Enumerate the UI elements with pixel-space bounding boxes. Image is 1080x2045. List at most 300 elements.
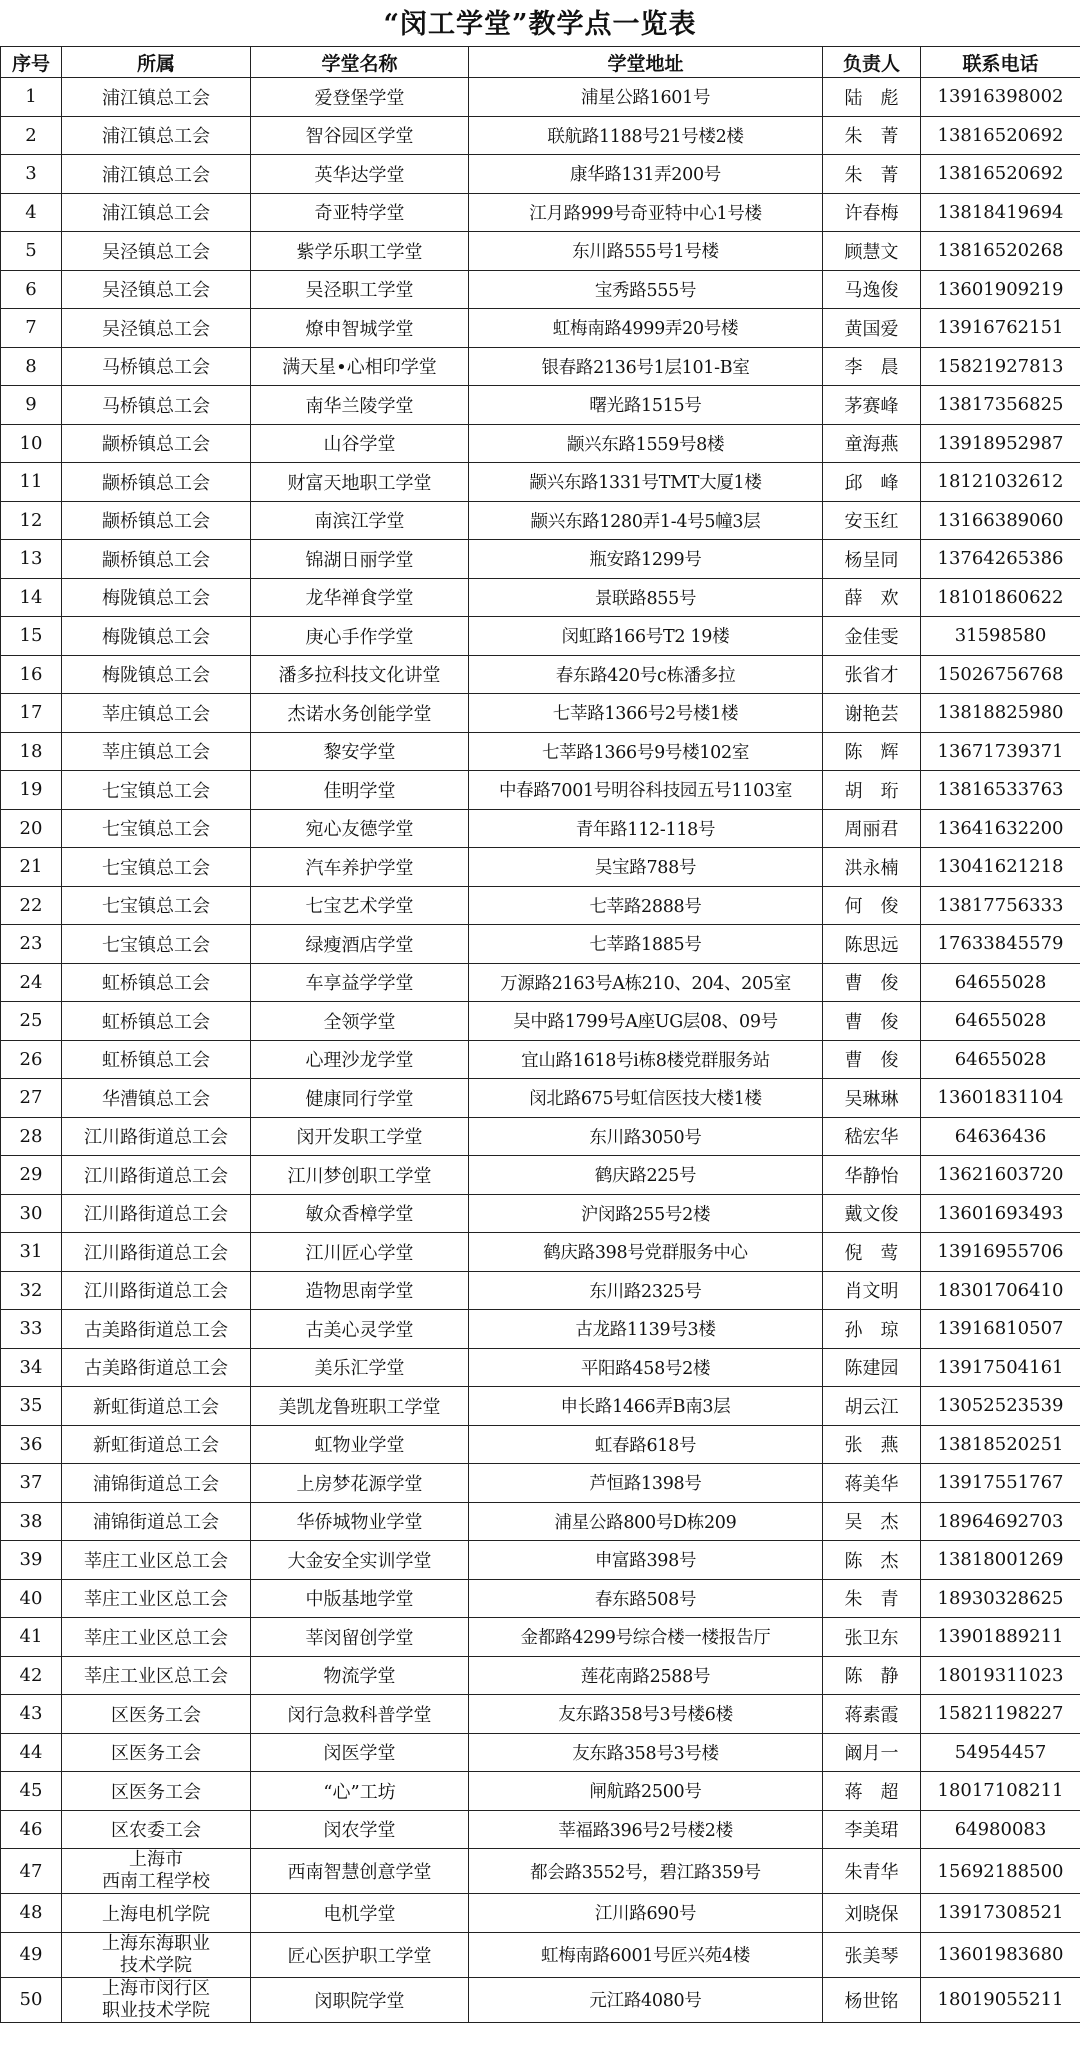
cell-phone: 15026756768	[921, 655, 1080, 694]
cell-school-name: 绿瘦酒店学堂	[251, 925, 469, 964]
cell-affiliation: 莘庄工业区总工会	[62, 1579, 251, 1618]
cell-phone: 13817756333	[921, 886, 1080, 925]
cell-address: 古龙路1139号3楼	[469, 1310, 823, 1349]
cell-contact-person: 陈思远	[823, 925, 921, 964]
cell-address: 鹤庆路225号	[469, 1156, 823, 1195]
cell-contact-person: 张省才	[823, 655, 921, 694]
cell-affiliation: 华漕镇总工会	[62, 1079, 251, 1118]
cell-phone: 13816520268	[921, 232, 1080, 271]
cell-contact-person: 华静怡	[823, 1156, 921, 1195]
cell-affiliation: 马桥镇总工会	[62, 347, 251, 386]
cell-contact-person: 童海燕	[823, 424, 921, 463]
teaching-sites-table	[0, 46, 1080, 2023]
cell-address: 中春路7001号明谷科技园五号1103室	[469, 771, 823, 810]
cell-affiliation: 梅陇镇总工会	[62, 617, 251, 656]
table-row	[1, 1810, 1080, 1849]
table-row	[1, 347, 1080, 386]
cell-address: 申富路398号	[469, 1541, 823, 1580]
cell-affiliation: 上海市 西南工程学校	[62, 1849, 251, 1894]
cell-phone: 13601983680	[921, 1932, 1080, 1977]
cell-contact-person: 朱青华	[823, 1849, 921, 1894]
cell-contact-person: 张美琴	[823, 1932, 921, 1977]
cell-school-name: 江川梦创职工学堂	[251, 1156, 469, 1195]
cell-contact-person: 邱 峰	[823, 463, 921, 502]
cell-index: 1	[1, 78, 62, 117]
cell-contact-person: 戴文俊	[823, 1194, 921, 1233]
cell-contact-person: 洪永楠	[823, 848, 921, 887]
cell-address: 颛兴东路1559号8楼	[469, 424, 823, 463]
cell-affiliation: 区医务工会	[62, 1695, 251, 1734]
table-row	[1, 886, 1080, 925]
cell-phone: 17633845579	[921, 925, 1080, 964]
cell-phone: 13901889211	[921, 1618, 1080, 1657]
cell-phone: 13818520251	[921, 1425, 1080, 1464]
cell-address: 元江路4080号	[469, 1977, 823, 2022]
cell-address: 瓶安路1299号	[469, 540, 823, 579]
cell-index: 38	[1, 1502, 62, 1541]
cell-contact-person: 蒋 超	[823, 1772, 921, 1811]
cell-phone: 64655028	[921, 1002, 1080, 1041]
cell-index: 25	[1, 1002, 62, 1041]
cell-phone: 13816533763	[921, 771, 1080, 810]
cell-affiliation: 虹桥镇总工会	[62, 1002, 251, 1041]
cell-school-name: 英华达学堂	[251, 155, 469, 194]
cell-affiliation: 虹桥镇总工会	[62, 1040, 251, 1079]
cell-contact-person: 陈 杰	[823, 1541, 921, 1580]
cell-contact-person: 马逸俊	[823, 270, 921, 309]
cell-contact-person: 孙 琼	[823, 1310, 921, 1349]
table-row	[1, 771, 1080, 810]
cell-affiliation: 颛桥镇总工会	[62, 424, 251, 463]
cell-phone: 13671739371	[921, 732, 1080, 771]
page-title: “闵工学堂”教学点一览表	[383, 9, 697, 40]
cell-address: 吴中路1799号A座UG层08、09号	[469, 1002, 823, 1041]
cell-school-name: 紫学乐职工学堂	[251, 232, 469, 271]
cell-school-name: 莘闵留创学堂	[251, 1618, 469, 1657]
cell-address: 宜山路1618号i栋8楼党群服务站	[469, 1040, 823, 1079]
cell-school-name: 车享益学学堂	[251, 963, 469, 1002]
cell-phone: 18101860622	[921, 578, 1080, 617]
cell-index: 21	[1, 848, 62, 887]
cell-index: 20	[1, 809, 62, 848]
cell-affiliation: 浦江镇总工会	[62, 155, 251, 194]
cell-affiliation: 莘庄工业区总工会	[62, 1618, 251, 1657]
cell-phone: 13917551767	[921, 1464, 1080, 1503]
cell-address: 吴宝路788号	[469, 848, 823, 887]
cell-phone: 13816520692	[921, 116, 1080, 155]
cell-index: 39	[1, 1541, 62, 1580]
cell-address: 东川路2325号	[469, 1271, 823, 1310]
cell-address: 七莘路2888号	[469, 886, 823, 925]
cell-address: 万源路2163号A栋210、204、205室	[469, 963, 823, 1002]
cell-affiliation: 七宝镇总工会	[62, 925, 251, 964]
cell-affiliation: 江川路街道总工会	[62, 1117, 251, 1156]
cell-address: 虹梅南路6001号匠兴苑4楼	[469, 1932, 823, 1977]
table-row	[1, 116, 1080, 155]
cell-address: 联航路1188号21号楼2楼	[469, 116, 823, 155]
header-affiliation: 所属	[62, 47, 251, 78]
cell-index: 15	[1, 617, 62, 656]
cell-school-name: 健康同行学堂	[251, 1079, 469, 1118]
cell-contact-person: 张 燕	[823, 1425, 921, 1464]
cell-affiliation: 七宝镇总工会	[62, 771, 251, 810]
cell-contact-person: 朱 青	[823, 1579, 921, 1618]
cell-address: 景联路855号	[469, 578, 823, 617]
cell-address: 七莘路1885号	[469, 925, 823, 964]
cell-phone: 64980083	[921, 1810, 1080, 1849]
table-row	[1, 963, 1080, 1002]
cell-affiliation: 区医务工会	[62, 1772, 251, 1811]
cell-affiliation: 新虹街道总工会	[62, 1425, 251, 1464]
cell-contact-person: 杨呈同	[823, 540, 921, 579]
cell-phone: 13601909219	[921, 270, 1080, 309]
cell-affiliation: 吴泾镇总工会	[62, 270, 251, 309]
cell-school-name: 华侨城物业学堂	[251, 1502, 469, 1541]
table-row	[1, 1849, 1080, 1894]
cell-address: 江川路690号	[469, 1894, 823, 1933]
table-row	[1, 1579, 1080, 1618]
cell-school-name: “心”工坊	[251, 1772, 469, 1811]
table-row	[1, 1310, 1080, 1349]
cell-school-name: 造物思南学堂	[251, 1271, 469, 1310]
cell-affiliation: 颛桥镇总工会	[62, 463, 251, 502]
header-phone: 联系电话	[921, 47, 1080, 78]
cell-phone: 13166389060	[921, 501, 1080, 540]
cell-index: 48	[1, 1894, 62, 1933]
cell-school-name: 满天星•心相印学堂	[251, 347, 469, 386]
cell-contact-person: 朱 菁	[823, 155, 921, 194]
cell-contact-person: 顾慧文	[823, 232, 921, 271]
cell-affiliation: 上海电机学院	[62, 1894, 251, 1933]
table-row	[1, 1977, 1080, 2022]
cell-address: 平阳路458号2楼	[469, 1348, 823, 1387]
cell-address: 沪闵路255号2楼	[469, 1194, 823, 1233]
cell-affiliation: 浦江镇总工会	[62, 78, 251, 117]
table-row	[1, 1079, 1080, 1118]
table-row	[1, 1656, 1080, 1695]
table-row	[1, 809, 1080, 848]
table-row	[1, 1932, 1080, 1977]
cell-phone: 13621603720	[921, 1156, 1080, 1195]
header-contact-person: 负责人	[823, 47, 921, 78]
table-row	[1, 501, 1080, 540]
cell-phone: 13916398002	[921, 78, 1080, 117]
table-row	[1, 1271, 1080, 1310]
cell-contact-person: 张卫东	[823, 1618, 921, 1657]
table-row	[1, 1541, 1080, 1580]
cell-address: 申长路1466弄B南3层	[469, 1387, 823, 1426]
cell-index: 18	[1, 732, 62, 771]
cell-affiliation: 区医务工会	[62, 1733, 251, 1772]
cell-contact-person: 黄国爱	[823, 309, 921, 348]
cell-phone: 13641632200	[921, 809, 1080, 848]
cell-index: 26	[1, 1040, 62, 1079]
cell-index: 47	[1, 1849, 62, 1894]
cell-index: 36	[1, 1425, 62, 1464]
cell-school-name: 上房梦花源学堂	[251, 1464, 469, 1503]
cell-school-name: 燎申智城学堂	[251, 309, 469, 348]
cell-school-name: 闵行急救科普学堂	[251, 1695, 469, 1734]
cell-school-name: 电机学堂	[251, 1894, 469, 1933]
cell-school-name: 闵医学堂	[251, 1733, 469, 1772]
cell-address: 浦星公路800号D栋209	[469, 1502, 823, 1541]
cell-school-name: 古美心灵学堂	[251, 1310, 469, 1349]
header-address: 学堂地址	[469, 47, 823, 78]
cell-phone: 13917308521	[921, 1894, 1080, 1933]
cell-contact-person: 胡云江	[823, 1387, 921, 1426]
cell-contact-person: 薛 欢	[823, 578, 921, 617]
cell-index: 3	[1, 155, 62, 194]
table-row	[1, 1387, 1080, 1426]
cell-contact-person: 金佳雯	[823, 617, 921, 656]
cell-contact-person: 嵇宏华	[823, 1117, 921, 1156]
header-index: 序号	[1, 47, 62, 78]
cell-index: 41	[1, 1618, 62, 1657]
cell-index: 37	[1, 1464, 62, 1503]
cell-phone: 15692188500	[921, 1849, 1080, 1894]
cell-address: 闸航路2500号	[469, 1772, 823, 1811]
table-row	[1, 155, 1080, 194]
cell-contact-person: 何 俊	[823, 886, 921, 925]
cell-affiliation: 江川路街道总工会	[62, 1271, 251, 1310]
cell-phone: 13818419694	[921, 193, 1080, 232]
cell-contact-person: 朱 菁	[823, 116, 921, 155]
cell-phone: 64636436	[921, 1117, 1080, 1156]
cell-affiliation: 新虹街道总工会	[62, 1387, 251, 1426]
cell-index: 16	[1, 655, 62, 694]
cell-affiliation: 颛桥镇总工会	[62, 540, 251, 579]
table-row	[1, 1425, 1080, 1464]
cell-contact-person: 陈 辉	[823, 732, 921, 771]
cell-school-name: 闵开发职工学堂	[251, 1117, 469, 1156]
cell-address: 东川路555号1号楼	[469, 232, 823, 271]
cell-contact-person: 谢艳芸	[823, 694, 921, 733]
cell-index: 17	[1, 694, 62, 733]
table-row	[1, 193, 1080, 232]
cell-school-name: 美乐汇学堂	[251, 1348, 469, 1387]
table-row	[1, 232, 1080, 271]
cell-address: 银春路2136号1层101-B室	[469, 347, 823, 386]
cell-index: 40	[1, 1579, 62, 1618]
cell-phone: 15821927813	[921, 347, 1080, 386]
cell-address: 友东路358号3号楼6楼	[469, 1695, 823, 1734]
cell-index: 45	[1, 1772, 62, 1811]
cell-affiliation: 七宝镇总工会	[62, 848, 251, 887]
cell-index: 14	[1, 578, 62, 617]
cell-address: 康华路131弄200号	[469, 155, 823, 194]
table-row	[1, 540, 1080, 579]
cell-affiliation: 上海东海职业 技术学院	[62, 1932, 251, 1977]
cell-index: 4	[1, 193, 62, 232]
cell-index: 27	[1, 1079, 62, 1118]
cell-contact-person: 曹 俊	[823, 1002, 921, 1041]
cell-school-name: 龙华禅食学堂	[251, 578, 469, 617]
cell-index: 46	[1, 1810, 62, 1849]
table-row	[1, 309, 1080, 348]
cell-index: 9	[1, 386, 62, 425]
cell-school-name: 闵农学堂	[251, 1810, 469, 1849]
cell-phone: 64655028	[921, 1040, 1080, 1079]
cell-address: 春东路420号c栋潘多拉	[469, 655, 823, 694]
cell-contact-person: 曹 俊	[823, 1040, 921, 1079]
table-row	[1, 1618, 1080, 1657]
table-row	[1, 1117, 1080, 1156]
cell-school-name: 闵职院学堂	[251, 1977, 469, 2022]
cell-index: 32	[1, 1271, 62, 1310]
cell-index: 22	[1, 886, 62, 925]
cell-phone: 13601831104	[921, 1079, 1080, 1118]
cell-phone: 13916762151	[921, 309, 1080, 348]
table-body	[1, 78, 1080, 2023]
cell-school-name: 美凯龙鲁班职工学堂	[251, 1387, 469, 1426]
cell-affiliation: 梅陇镇总工会	[62, 578, 251, 617]
cell-address: 闵北路675号虹信医技大楼1楼	[469, 1079, 823, 1118]
table-row	[1, 925, 1080, 964]
cell-phone: 13916810507	[921, 1310, 1080, 1349]
cell-affiliation: 七宝镇总工会	[62, 886, 251, 925]
cell-index: 7	[1, 309, 62, 348]
cell-affiliation: 浦锦街道总工会	[62, 1502, 251, 1541]
table-row	[1, 1040, 1080, 1079]
cell-affiliation: 莘庄镇总工会	[62, 732, 251, 771]
cell-phone: 18930328625	[921, 1579, 1080, 1618]
cell-address: 都会路3552号，碧江路359号	[469, 1849, 823, 1894]
cell-index: 2	[1, 116, 62, 155]
cell-index: 8	[1, 347, 62, 386]
table-header-row	[1, 47, 1080, 78]
cell-contact-person: 陈 静	[823, 1656, 921, 1695]
cell-school-name: 智谷园区学堂	[251, 116, 469, 155]
cell-address: 七莘路1366号9号楼102室	[469, 732, 823, 771]
cell-address: 宝秀路555号	[469, 270, 823, 309]
cell-address: 春东路508号	[469, 1579, 823, 1618]
cell-affiliation: 江川路街道总工会	[62, 1156, 251, 1195]
cell-school-name: 全领学堂	[251, 1002, 469, 1041]
cell-school-name: 心理沙龙学堂	[251, 1040, 469, 1079]
cell-school-name: 爱登堡学堂	[251, 78, 469, 117]
cell-index: 43	[1, 1695, 62, 1734]
cell-phone: 13817356825	[921, 386, 1080, 425]
cell-school-name: 宛心友德学堂	[251, 809, 469, 848]
cell-index: 30	[1, 1194, 62, 1233]
table-row	[1, 694, 1080, 733]
cell-phone: 18019311023	[921, 1656, 1080, 1695]
cell-contact-person: 陈建园	[823, 1348, 921, 1387]
table-row	[1, 1348, 1080, 1387]
cell-phone: 18019055211	[921, 1977, 1080, 2022]
cell-school-name: 敏众香樟学堂	[251, 1194, 469, 1233]
cell-index: 11	[1, 463, 62, 502]
cell-address: 颛兴东路1280弄1-4号5幢3层	[469, 501, 823, 540]
cell-address: 鹤庆路398号党群服务中心	[469, 1233, 823, 1272]
table-row	[1, 1464, 1080, 1503]
cell-school-name: 南滨江学堂	[251, 501, 469, 540]
cell-index: 29	[1, 1156, 62, 1195]
cell-contact-person: 杨世铭	[823, 1977, 921, 2022]
cell-address: 金都路4299号综合楼一楼报告厅	[469, 1618, 823, 1657]
cell-contact-person: 安玉红	[823, 501, 921, 540]
cell-contact-person: 吴琳琳	[823, 1079, 921, 1118]
cell-school-name: 西南智慧创意学堂	[251, 1849, 469, 1894]
cell-contact-person: 蒋美华	[823, 1464, 921, 1503]
cell-index: 6	[1, 270, 62, 309]
header-school-name: 学堂名称	[251, 47, 469, 78]
table-row	[1, 424, 1080, 463]
cell-contact-person: 周丽君	[823, 809, 921, 848]
cell-affiliation: 莘庄工业区总工会	[62, 1656, 251, 1695]
table-row	[1, 1156, 1080, 1195]
table-row	[1, 1233, 1080, 1272]
table-row	[1, 1194, 1080, 1233]
cell-index: 28	[1, 1117, 62, 1156]
table-row	[1, 1695, 1080, 1734]
cell-phone: 18121032612	[921, 463, 1080, 502]
cell-phone: 13818825980	[921, 694, 1080, 733]
cell-phone: 13601693493	[921, 1194, 1080, 1233]
cell-school-name: 虹物业学堂	[251, 1425, 469, 1464]
cell-index: 10	[1, 424, 62, 463]
cell-phone: 64655028	[921, 963, 1080, 1002]
table-row	[1, 732, 1080, 771]
cell-address: 青年路112-118号	[469, 809, 823, 848]
cell-contact-person: 陆 彪	[823, 78, 921, 117]
cell-school-name: 佳明学堂	[251, 771, 469, 810]
cell-affiliation: 七宝镇总工会	[62, 809, 251, 848]
cell-affiliation: 马桥镇总工会	[62, 386, 251, 425]
cell-school-name: 奇亚特学堂	[251, 193, 469, 232]
cell-affiliation: 古美路街道总工会	[62, 1310, 251, 1349]
cell-address: 芦恒路1398号	[469, 1464, 823, 1503]
cell-school-name: 物流学堂	[251, 1656, 469, 1695]
cell-affiliation: 浦锦街道总工会	[62, 1464, 251, 1503]
cell-index: 33	[1, 1310, 62, 1349]
cell-phone: 13818001269	[921, 1541, 1080, 1580]
table-row	[1, 1502, 1080, 1541]
cell-index: 23	[1, 925, 62, 964]
cell-phone: 18964692703	[921, 1502, 1080, 1541]
cell-school-name: 潘多拉科技文化讲堂	[251, 655, 469, 694]
cell-affiliation: 梅陇镇总工会	[62, 655, 251, 694]
cell-contact-person: 肖文明	[823, 1271, 921, 1310]
table-row	[1, 1772, 1080, 1811]
cell-school-name: 庚心手作学堂	[251, 617, 469, 656]
cell-affiliation: 古美路街道总工会	[62, 1348, 251, 1387]
table-row	[1, 386, 1080, 425]
cell-address: 颛兴东路1331号TMT大厦1楼	[469, 463, 823, 502]
cell-contact-person: 茅赛峰	[823, 386, 921, 425]
table-row	[1, 463, 1080, 502]
cell-address: 莲花南路2588号	[469, 1656, 823, 1695]
cell-index: 42	[1, 1656, 62, 1695]
cell-affiliation: 吴泾镇总工会	[62, 232, 251, 271]
cell-phone: 13917504161	[921, 1348, 1080, 1387]
cell-contact-person: 倪 莺	[823, 1233, 921, 1272]
cell-index: 35	[1, 1387, 62, 1426]
cell-school-name: 江川匠心学堂	[251, 1233, 469, 1272]
cell-phone: 13052523539	[921, 1387, 1080, 1426]
cell-address: 闵虹路166号T2 19楼	[469, 617, 823, 656]
cell-address: 莘福路396号2号楼2楼	[469, 1810, 823, 1849]
cell-address: 虹春路618号	[469, 1425, 823, 1464]
cell-index: 5	[1, 232, 62, 271]
cell-phone: 13816520692	[921, 155, 1080, 194]
cell-school-name: 山谷学堂	[251, 424, 469, 463]
cell-index: 19	[1, 771, 62, 810]
cell-affiliation: 江川路街道总工会	[62, 1194, 251, 1233]
cell-school-name: 大金安全实训学堂	[251, 1541, 469, 1580]
cell-phone: 13918952987	[921, 424, 1080, 463]
cell-phone: 13916955706	[921, 1233, 1080, 1272]
